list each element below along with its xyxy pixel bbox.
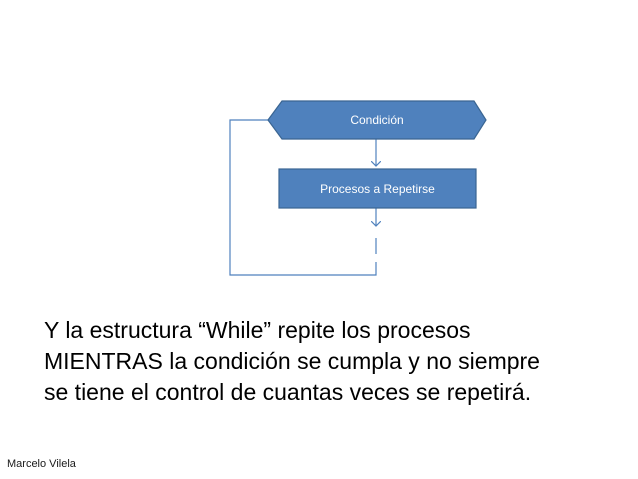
body-paragraph <box>44 315 624 408</box>
body-line-2: MIENTRAS la condición se cumpla y no siempre <box>44 348 540 374</box>
process-label: Procesos a Repetirse <box>320 181 435 196</box>
body-line-1: Y la estructura “While” repite los procesos <box>44 317 471 343</box>
body-line-3: se tiene el control de cuantas veces se repetirá. <box>44 379 532 405</box>
condition-label: Condición <box>350 113 404 127</box>
author-credit: Marcelo Vilela <box>7 458 76 470</box>
